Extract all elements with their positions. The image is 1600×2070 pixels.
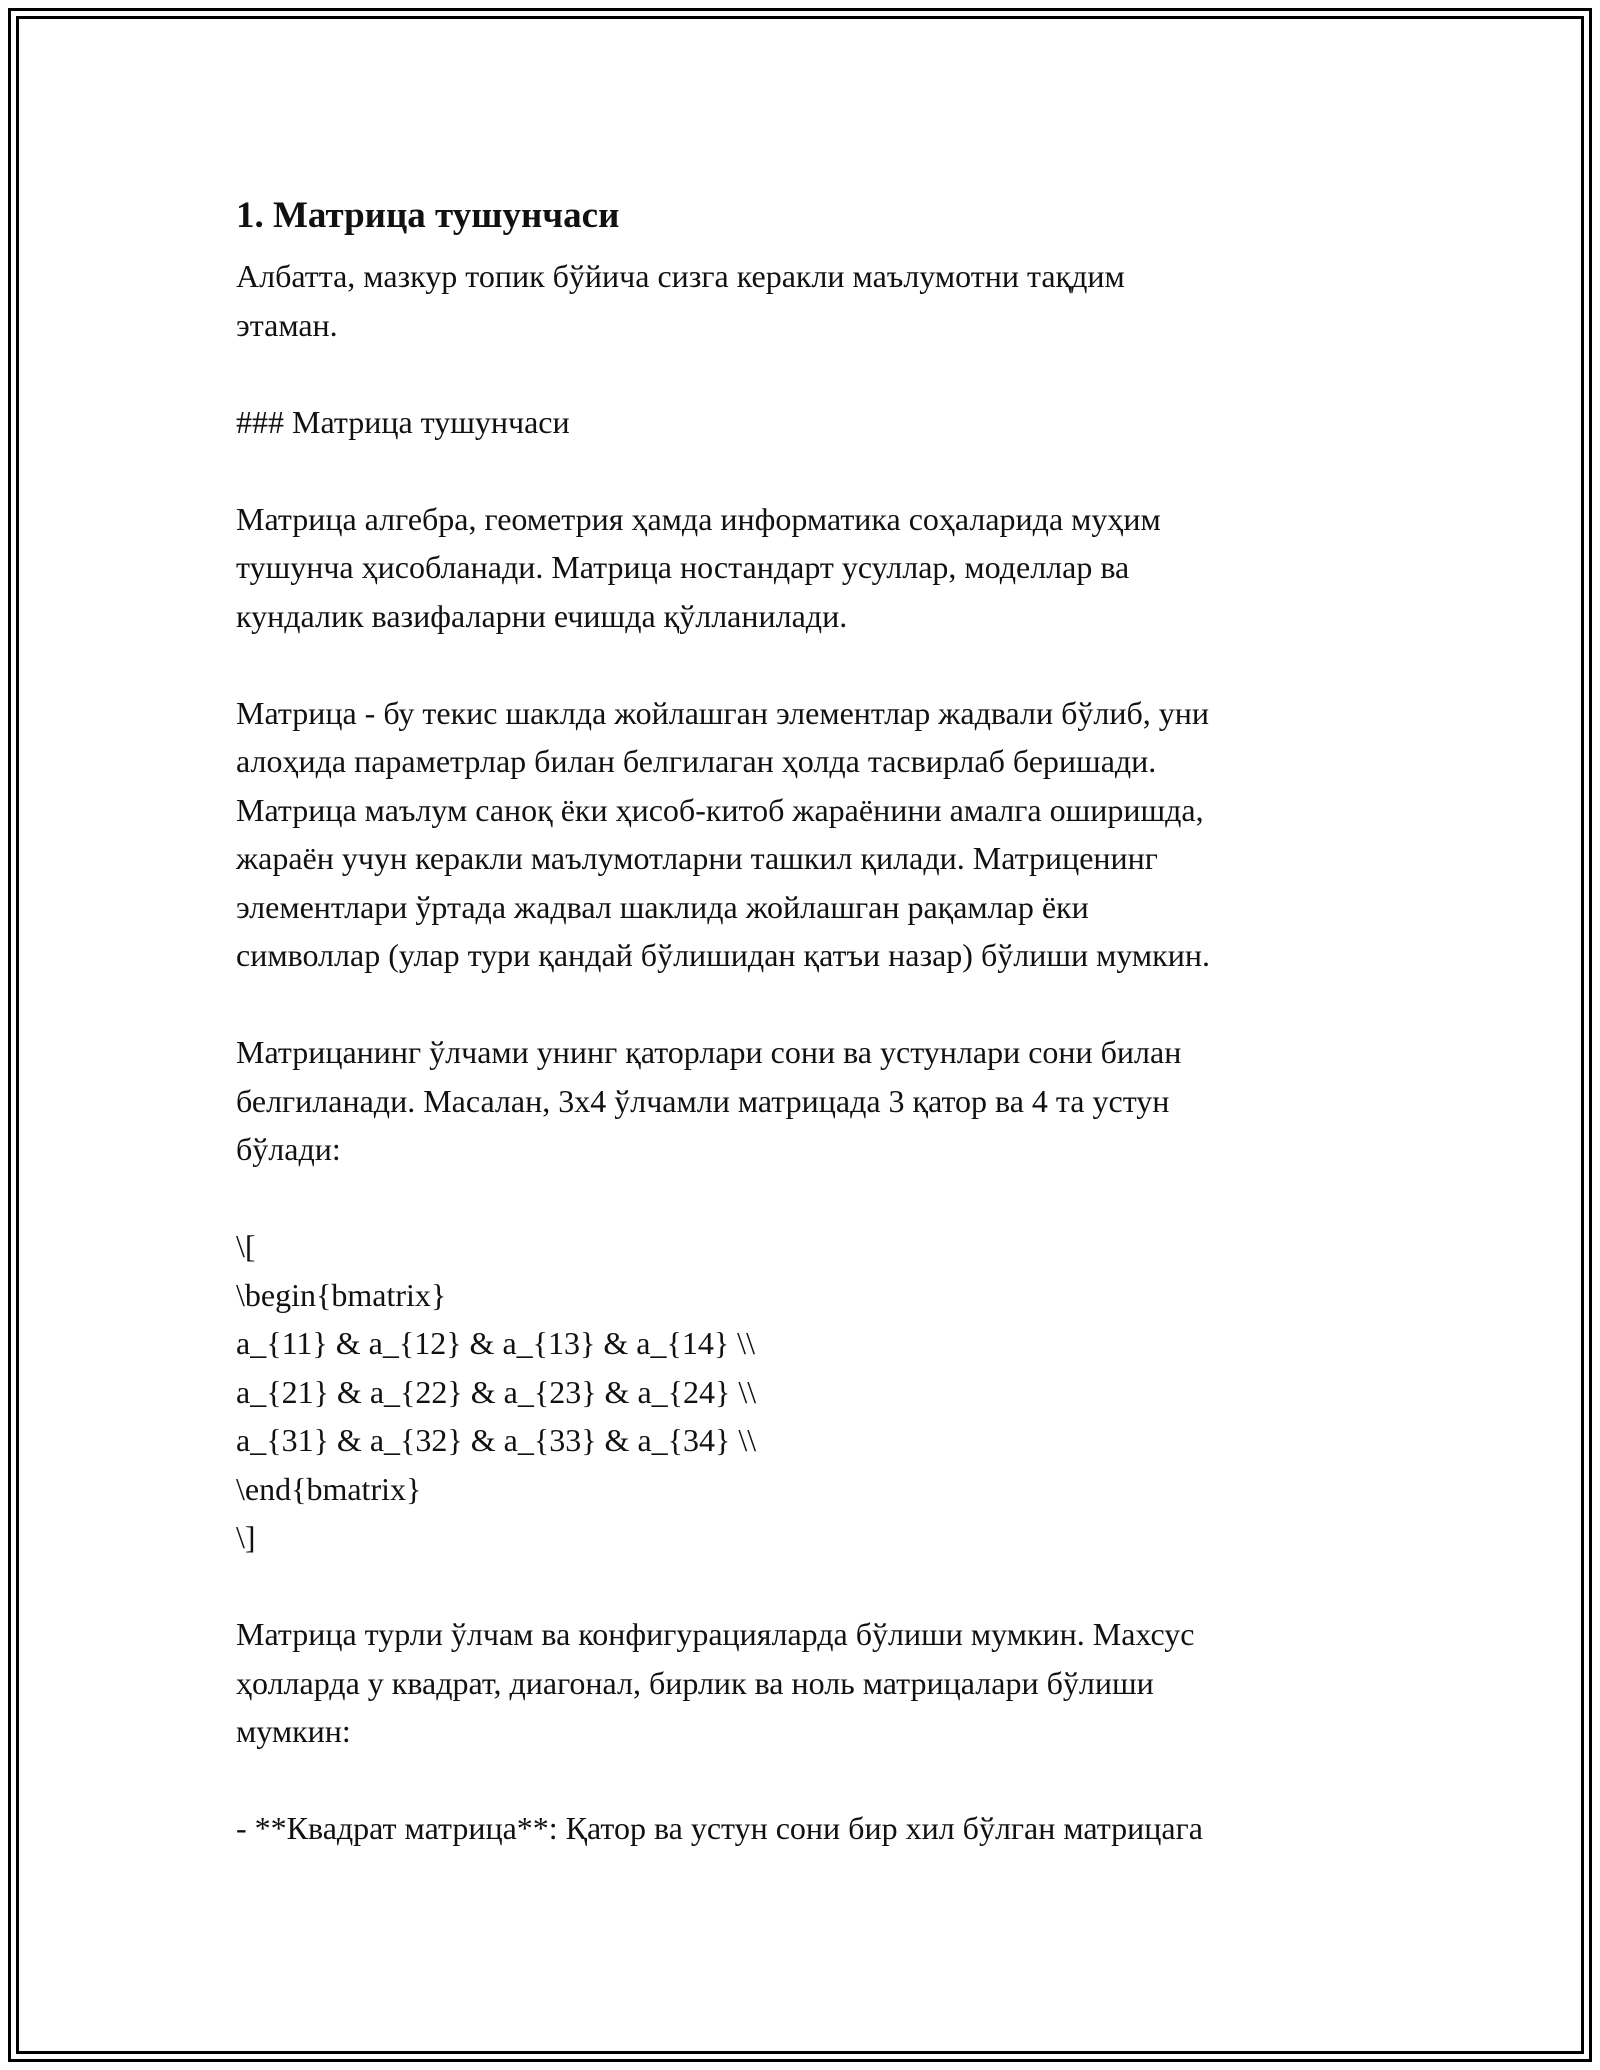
- section-heading: 1. Матрица тушунчаси: [236, 195, 620, 236]
- description-paragraph: [236, 689, 1376, 980]
- text-line: ҳолларда у квадрат, диагонал, бирлик ва ноль матрицалари бўлиши: [236, 1664, 1154, 1701]
- size-paragraph: [236, 1028, 1376, 1174]
- text-line: алоҳида параметрлар билан белгилаган ҳолда тасвирлаб беришади.: [236, 743, 1157, 779]
- intro-paragraph: [236, 252, 1376, 349]
- list-item-square-matrix: [236, 1804, 1376, 1853]
- markdown-subheading: [236, 398, 1376, 447]
- text-line: Албатта, мазкур топик бўйича сизга керакли маълумотни тақдим: [236, 258, 1125, 294]
- definition-paragraph: [236, 495, 1376, 641]
- text-line: Матрица турли ўлчам ва конфигурацияларда бўлиши мумкин. Махсус: [236, 1616, 1195, 1652]
- text-line: кундалик вазифаларни ечишда қўлланилади.: [236, 597, 848, 634]
- text-line: элементлари ўртада жадвал шаклида жойлашган рақамлар ёки: [236, 888, 1089, 925]
- text-line: Матрицанинг ўлчами унинг қаторлари сони ва устунлари сони билан: [236, 1034, 1182, 1070]
- latex-line: \begin{bmatrix}: [236, 1276, 447, 1313]
- latex-line: a_{31} & a_{32} & a_{33} & a_{34} \\: [236, 1422, 757, 1458]
- text-line: Матрица маълум саноқ ёки ҳисоб-китоб жараёнини амалга оширишда,: [236, 791, 1204, 828]
- types-paragraph: [236, 1610, 1376, 1756]
- text-line: ### Матрица тушунчаси: [236, 403, 570, 440]
- text-line: мумкин:: [236, 1713, 351, 1749]
- text-line: жараён учун керакли маълумотларни ташкил қилади. Матриценинг: [236, 840, 1158, 876]
- text-line: этаман.: [236, 306, 338, 343]
- latex-matrix-block: [236, 1222, 1376, 1562]
- latex-line: a_{11} & a_{12} & a_{13} & a_{14} \\: [236, 1325, 755, 1361]
- text-line: символлар (улар тури қандай бўлишидан қатъи назар) бўлиши мумкин.: [236, 937, 1210, 973]
- text-line: тушунча ҳисобланади. Матрица ностандарт усуллар, моделлар ва: [236, 549, 1130, 585]
- latex-line: \end{bmatrix}: [236, 1470, 422, 1507]
- text-line: бўлади:: [236, 1131, 341, 1167]
- text-line: Матрица - бу текис шаклда жойлашган элементлар жадвали бўлиб, уни: [236, 694, 1210, 731]
- latex-line: a_{21} & a_{22} & a_{23} & a_{24} \\: [236, 1373, 757, 1410]
- latex-line: \]: [236, 1519, 256, 1555]
- text-line: белгиланади. Масалан, 3x4 ўлчамли матрицада 3 қатор ва 4 та устун: [236, 1082, 1170, 1119]
- document-body: [236, 186, 1376, 1901]
- text-line: Матрица алгебра, геометрия ҳамда информатика соҳаларида муҳим: [236, 500, 1161, 537]
- latex-line: \[: [236, 1228, 256, 1264]
- text-line: - **Квадрат матрица**: Қатор ва устун сони бир хил бўлган матрицага: [236, 1810, 1203, 1846]
